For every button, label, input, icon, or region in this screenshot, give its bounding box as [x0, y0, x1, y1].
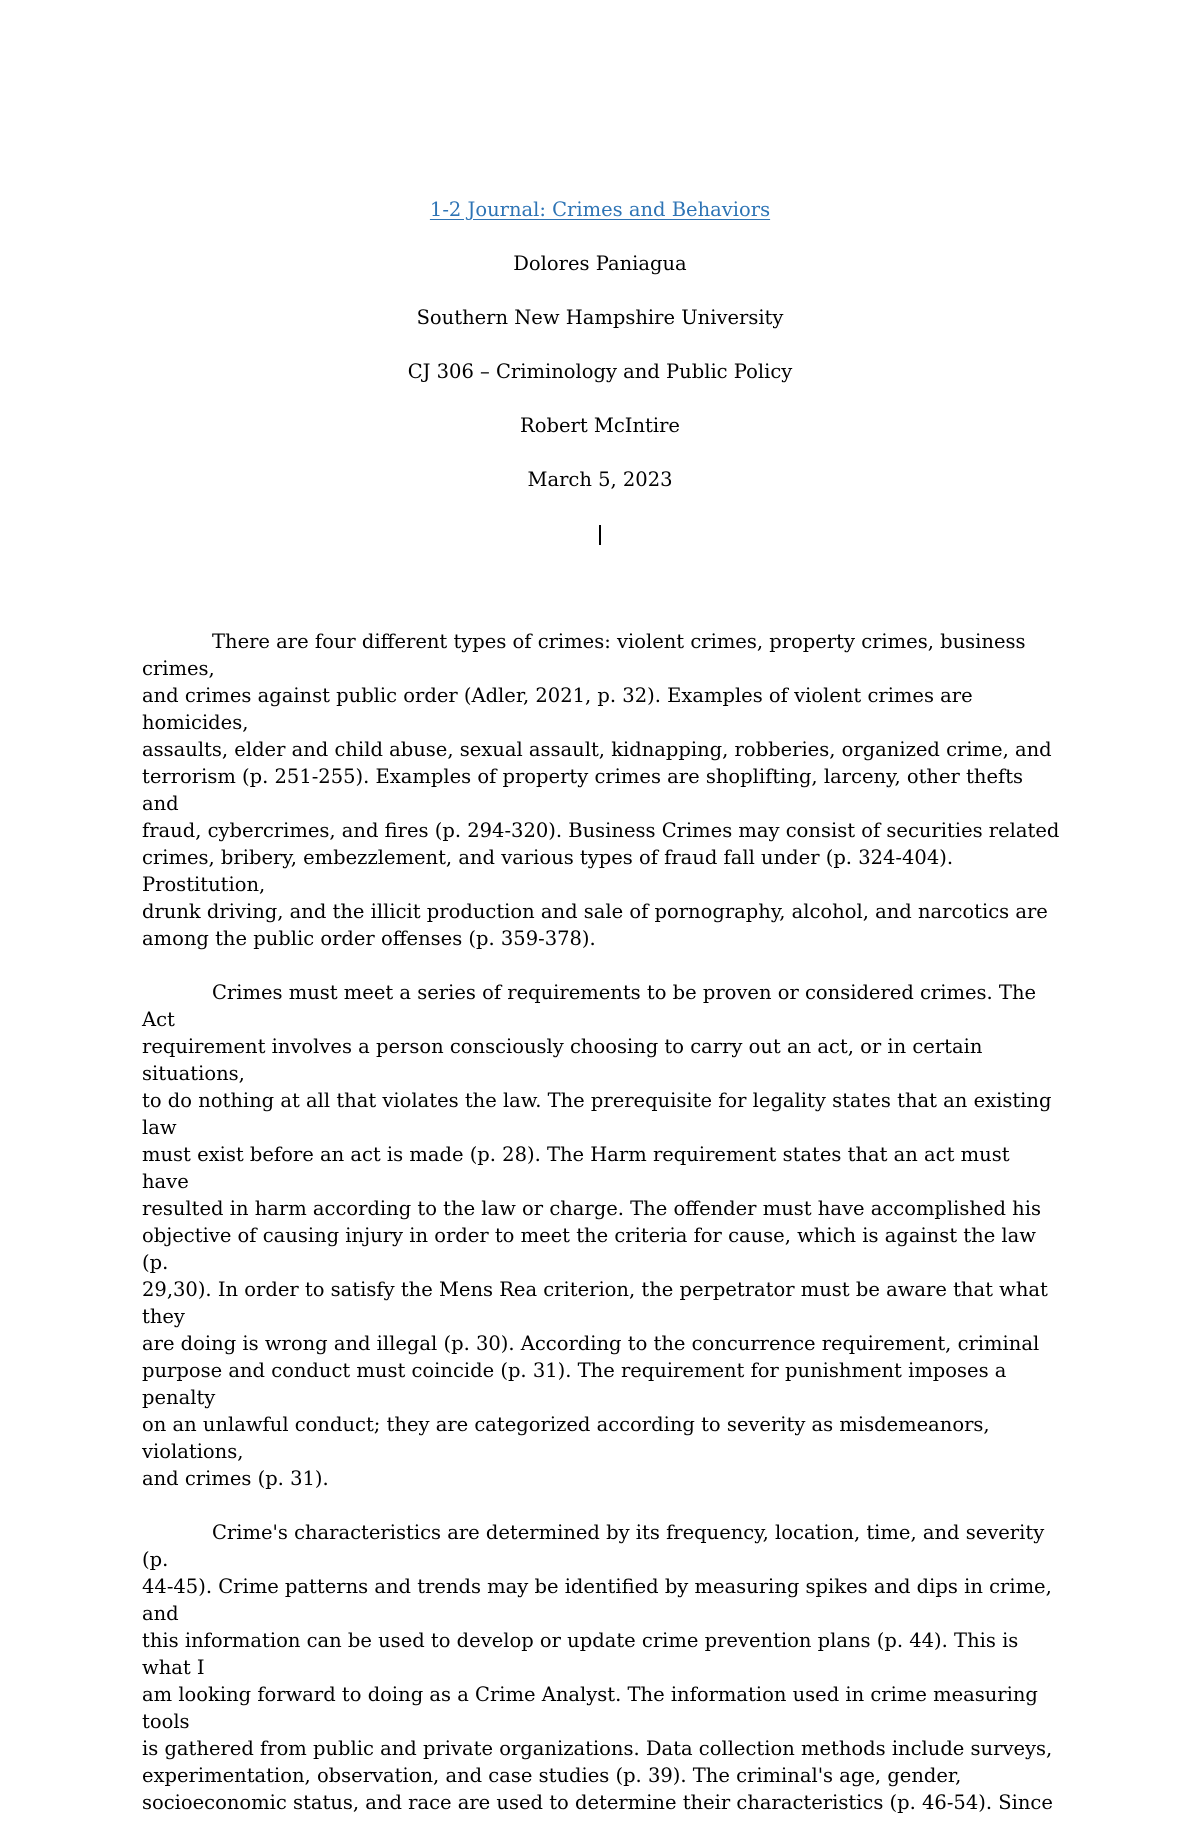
author-name: Dolores Paniagua [513, 252, 687, 275]
document-body [142, 628, 1062, 1843]
title-line [0, 196, 1200, 223]
document-title-link[interactable]: 1-2 Journal: Crimes and Behaviors [429, 198, 771, 221]
course-name: CJ 306 – Criminology and Public Policy [407, 360, 793, 383]
text-cursor-line[interactable] [0, 520, 1200, 547]
instructor-name: Robert McIntire [520, 414, 680, 437]
paragraph-crime-characteristics: Crime's characteristics are determined by its frequency, location, time, and severity (p. 44-45). Crime patterns and trends may be identified by measuring spikes and dips in crime, and this information can be used to develop or update crime prevention plans (p. 44). This is what I am looking forward to doing as a Crime Analyst. The information used in crime measuring tools is gathered from public and private organizations. Data collection methods include surveys, experimentation, observation, and case studies (p. 39). The criminal's age, gender, socioeconomic status, and race are used to determine their characteristics (p. 46-54). Since [142, 1521, 1053, 1814]
title-page-block [0, 196, 1200, 574]
document-date: March 5, 2023 [527, 468, 673, 491]
text-cursor [599, 525, 601, 545]
institution-name: Southern New Hampshire University [416, 306, 784, 329]
paragraph-crime-types: There are four different types of crimes: violent crimes, property crimes, business crimes, and crimes against public order (Adler, 2021, p. 32). Examples of violent crimes are homicides, assaults, elder and child abuse, sexual assault, kidnapping, robberies, organized crime, and terrorism (p. 251-255). Examples of property crimes are shoplifting, larceny, other thefts and fraud, cybercrimes, and fires (p. 294-320). Business Crimes may consist of securities related crimes, bribery, embezzlement, and various types of fraud fall under (p. 324-404). Prostitution, drunk driving, and the illicit production and sale of pornography, alcohol, and narcotics are among the public order offenses (p. 359-378). [142, 630, 1060, 950]
paragraph-crime-requirements: Crimes must meet a series of requirements to be proven or considered crimes. The Act requirement involves a person consciously choosing to carry out an act, or in certain situations, to do nothing at all that violates the law. The prerequisite for legality states that an existing law must exist before an act is made (p. 28). The Harm requirement states that an act must have resulted in harm according to the law or charge. The offender must have accomplished his objective of causing injury in order to meet the criteria for cause, which is against the law (p. 29,30). In order to satisfy the Mens Rea criterion, the perpetrator must be aware that what they are doing is wrong and illegal (p. 30). According to the concurrence requirement, criminal purpose and conduct must coincide (p. 31). The requirement for punishment imposes a penalty on an unlawful conduct; they are categorized according to severity as misdemeanors, violations, and crimes (p. 31). [142, 981, 1052, 1490]
